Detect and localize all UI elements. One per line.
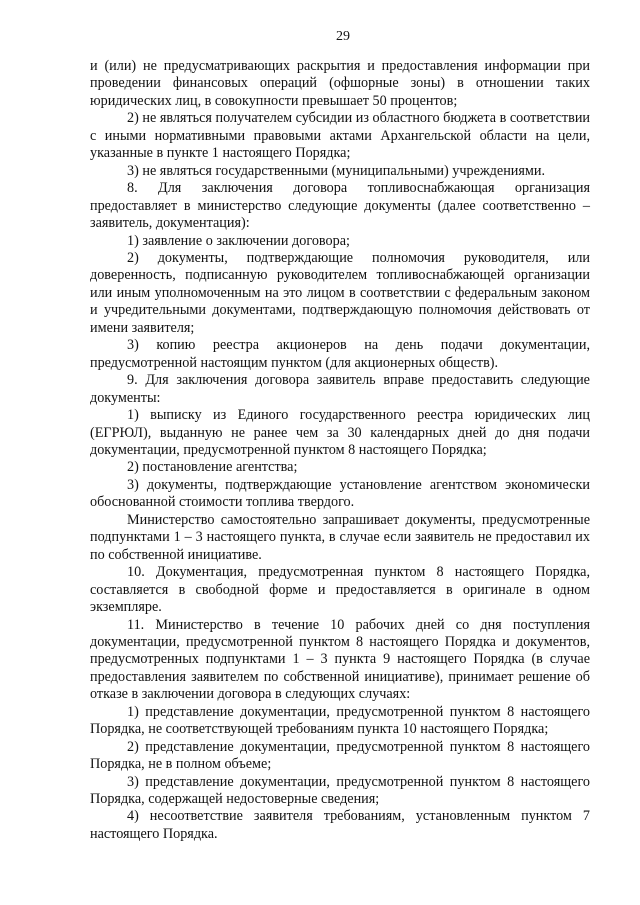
- paragraph-section-9-item-3: 3) документы, подтверждающие установление агентством экономически обоснованной стоимости топлива твердого.: [90, 476, 590, 511]
- paragraph-section-9-item-2: 2) постановление агентства;: [127, 459, 298, 476]
- paragraph-section-8-item-1: 1) заявление о заключении договора;: [127, 232, 350, 249]
- paragraph-section-11-item-3: 3) представление документации, предусмотренной пунктом 8 настоящего Порядка, содержащей недостоверные сведения;: [90, 773, 590, 808]
- paragraph-item-3-institutions: 3) не являться государственными (муниципальными) учреждениями.: [127, 162, 546, 179]
- paragraph-section-11: 11. Министерство в течение 10 рабочих дней со дня поступления документации, предусмотренной пунктом 8 настоящего Порядка и документов, предусмотренных подпунктами 1 – 3 пункта 9 настоящего Порядка (в случае предоставления заявителем по собственной инициативе), принимает решение об отказе в заключении договора в следующих случаях:: [90, 616, 590, 703]
- paragraph-section-8: 8. Для заключения договора топливоснабжающая организация предоставляет в министерство следующие документы (далее соответственно – заявитель, документация):: [90, 180, 590, 232]
- paragraph-section-11-item-4: 4) несоответствие заявителя требованиям, установленным пунктом 7 настоящего Порядка.: [90, 808, 590, 842]
- document-body: [90, 58, 590, 843]
- paragraph-section-8-item-2: 2) документы, подтверждающие полномочия руководителя, или доверенность, подписанную руководителем топливоснабжающей организации или иным уполномоченным на это лицом в соответствии с федеральным законом и учредительными документами, подтверждающую полномочия действовать от имени заявителя;: [90, 249, 590, 336]
- paragraph-section-9: 9. Для заключения договора заявитель вправе предоставить следующие документы:: [90, 372, 590, 406]
- paragraph-section-9-item-1: 1) выписку из Единого государственного реестра юридических лиц (ЕГРЮЛ), выданную не ранее чем за 30 календарных дней до дня подачи документации, предусмотренной пунктом 8 настоящего Порядка;: [90, 407, 590, 458]
- paragraph-section-11-item-1: 1) представление документации, предусмотренной пунктом 8 настоящего Порядка, не соответствующей требованиям пункта 10 настоящего Порядка;: [90, 703, 590, 738]
- paragraph-section-8-item-3: 3) копию реестра акционеров на день подачи документации, предусмотренной настоящим пунктом (для акционерных обществ).: [90, 337, 590, 371]
- paragraph-section-9-ministry-request: Министерство самостоятельно запрашивает документы, предусмотренные подпунктами 1 – 3 настоящего пункта, в случае если заявитель не предоставил их по собственной инициативе.: [90, 511, 590, 563]
- paragraph-section-10: 10. Документация, предусмотренная пунктом 8 настоящего Порядка, составляется в свободной форме и предоставляется в оригинале в одном экземпляре.: [90, 564, 590, 616]
- paragraph-continuation: и (или) не предусматривающих раскрытия и предоставления информации при проведении финансовых операций (офшорные зоны) в отношении таких юридических лиц, в совокупности превышает 50 процентов;: [90, 58, 590, 109]
- page-number: 29: [336, 29, 350, 44]
- paragraph-section-11-item-2: 2) представление документации, предусмотренной пунктом 8 настоящего Порядка, не в полном объеме;: [90, 738, 590, 773]
- paragraph-item-2-subsidy: 2) не являться получателем субсидии из областного бюджета в соответствии с иными нормативными правовыми актами Архангельской области на цели, указанные в пункте 1 настоящего Порядка;: [90, 110, 590, 162]
